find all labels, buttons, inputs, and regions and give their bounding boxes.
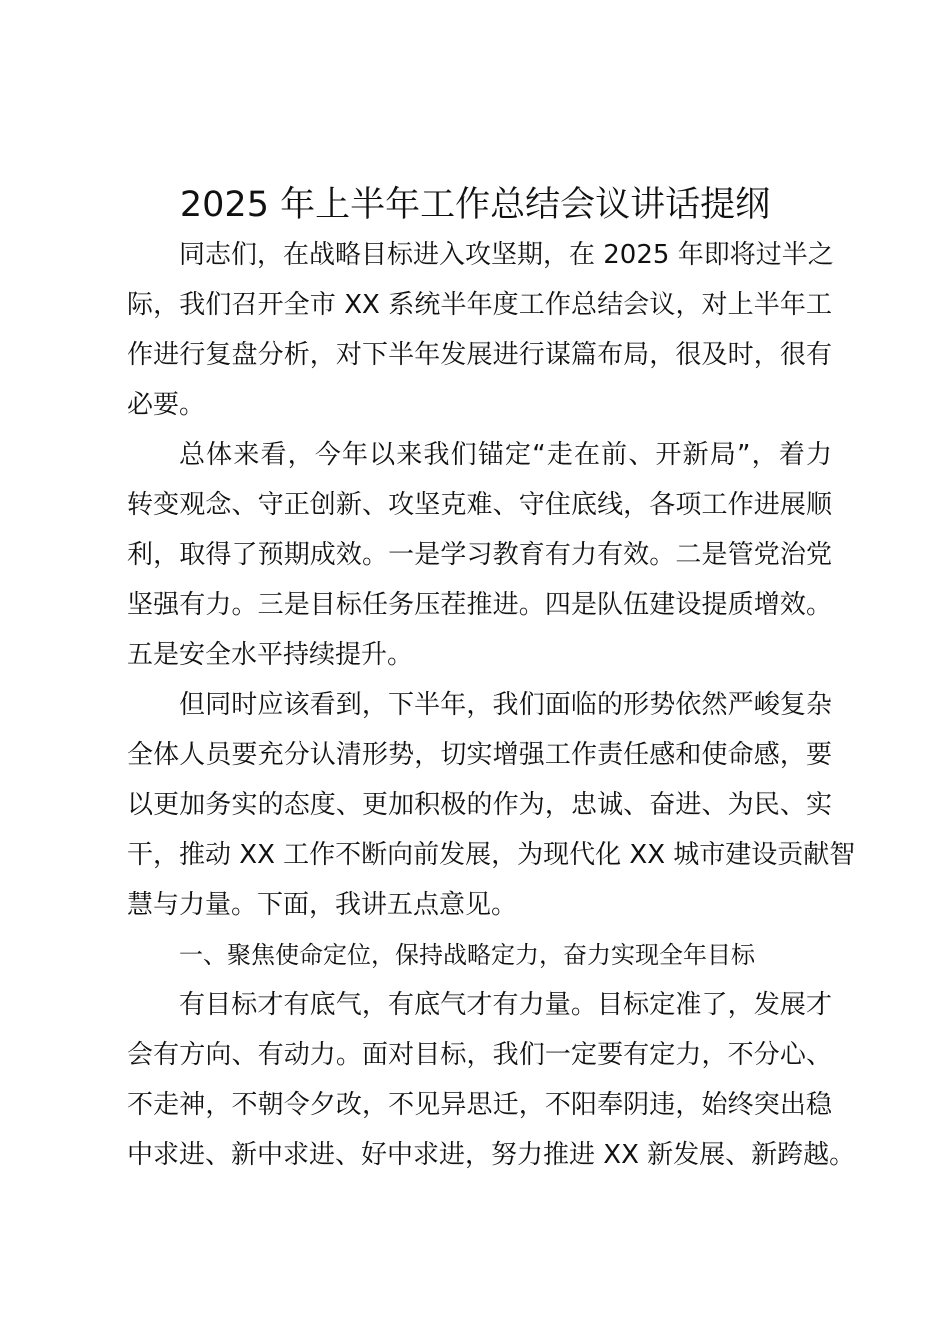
paragraph-line: 干，推动 XX 工作不断向前发展，为现代化 XX 城市建设贡献智 (127, 840, 856, 870)
paragraph-overview (127, 430, 832, 680)
section-heading-text: 一、聚焦使命定位，保持战略定力，奋力实现全年目标 (179, 941, 755, 969)
paragraph-line: 中求进、新中求进、好中求进，努力推进 XX 新发展、新跨越。 (127, 1140, 856, 1170)
paragraph-line: 慧与力量。下面，我讲五点意见。 (127, 890, 518, 920)
paragraph-line: 际，我们召开全市 XX 系统半年度工作总结会议，对上半年工 (127, 290, 832, 320)
document-title: 2025 年上半年工作总结会议讲话提纲 (179, 185, 771, 225)
paragraph-line: 总体来看，今年以来我们锚定“走在前、开新局”，着力 (179, 440, 832, 470)
paragraph-goals (127, 980, 856, 1180)
paragraph-line: 同志们，在战略目标进入攻坚期，在 2025 年即将过半之 (179, 240, 834, 270)
paragraph-line: 全体人员要充分认清形势，切实增强工作责任感和使命感，要 (127, 740, 832, 770)
paragraph-line: 五是安全水平持续提升。 (127, 640, 414, 670)
paragraph-line: 以更加务实的态度、更加积极的作为，忠诚、奋进、为民、实 (127, 790, 832, 820)
document-body (127, 230, 856, 1180)
paragraph-line: 会有方向、有动力。面对目标，我们一定要有定力，不分心、 (127, 1040, 832, 1070)
paragraph-opening (127, 230, 832, 430)
paragraph-line: 坚强有力。三是目标任务压茬推进。四是队伍建设提质增效。 (127, 590, 832, 620)
paragraph-line: 利，取得了预期成效。一是学习教育有力有效。二是管党治党 (127, 540, 832, 570)
paragraph-line: 作进行复盘分析，对下半年发展进行谋篇布局，很及时，很有 (127, 340, 832, 370)
paragraph-line: 必要。 (127, 390, 206, 420)
paragraph-challenges (127, 680, 856, 930)
paragraph-line: 转变观念、守正创新、攻坚克难、守住底线，各项工作进展顺 (127, 490, 832, 520)
paragraph-line: 但同时应该看到，下半年，我们面临的形势依然严峻复杂 (179, 690, 832, 720)
paragraph-line: 不走神，不朝令夕改，不见异思迁，不阳奉阴违，始终突出稳 (127, 1090, 832, 1120)
paragraph-line: 有目标才有底气，有底气才有力量。目标定准了，发展才 (179, 990, 832, 1020)
section-heading (127, 930, 832, 980)
